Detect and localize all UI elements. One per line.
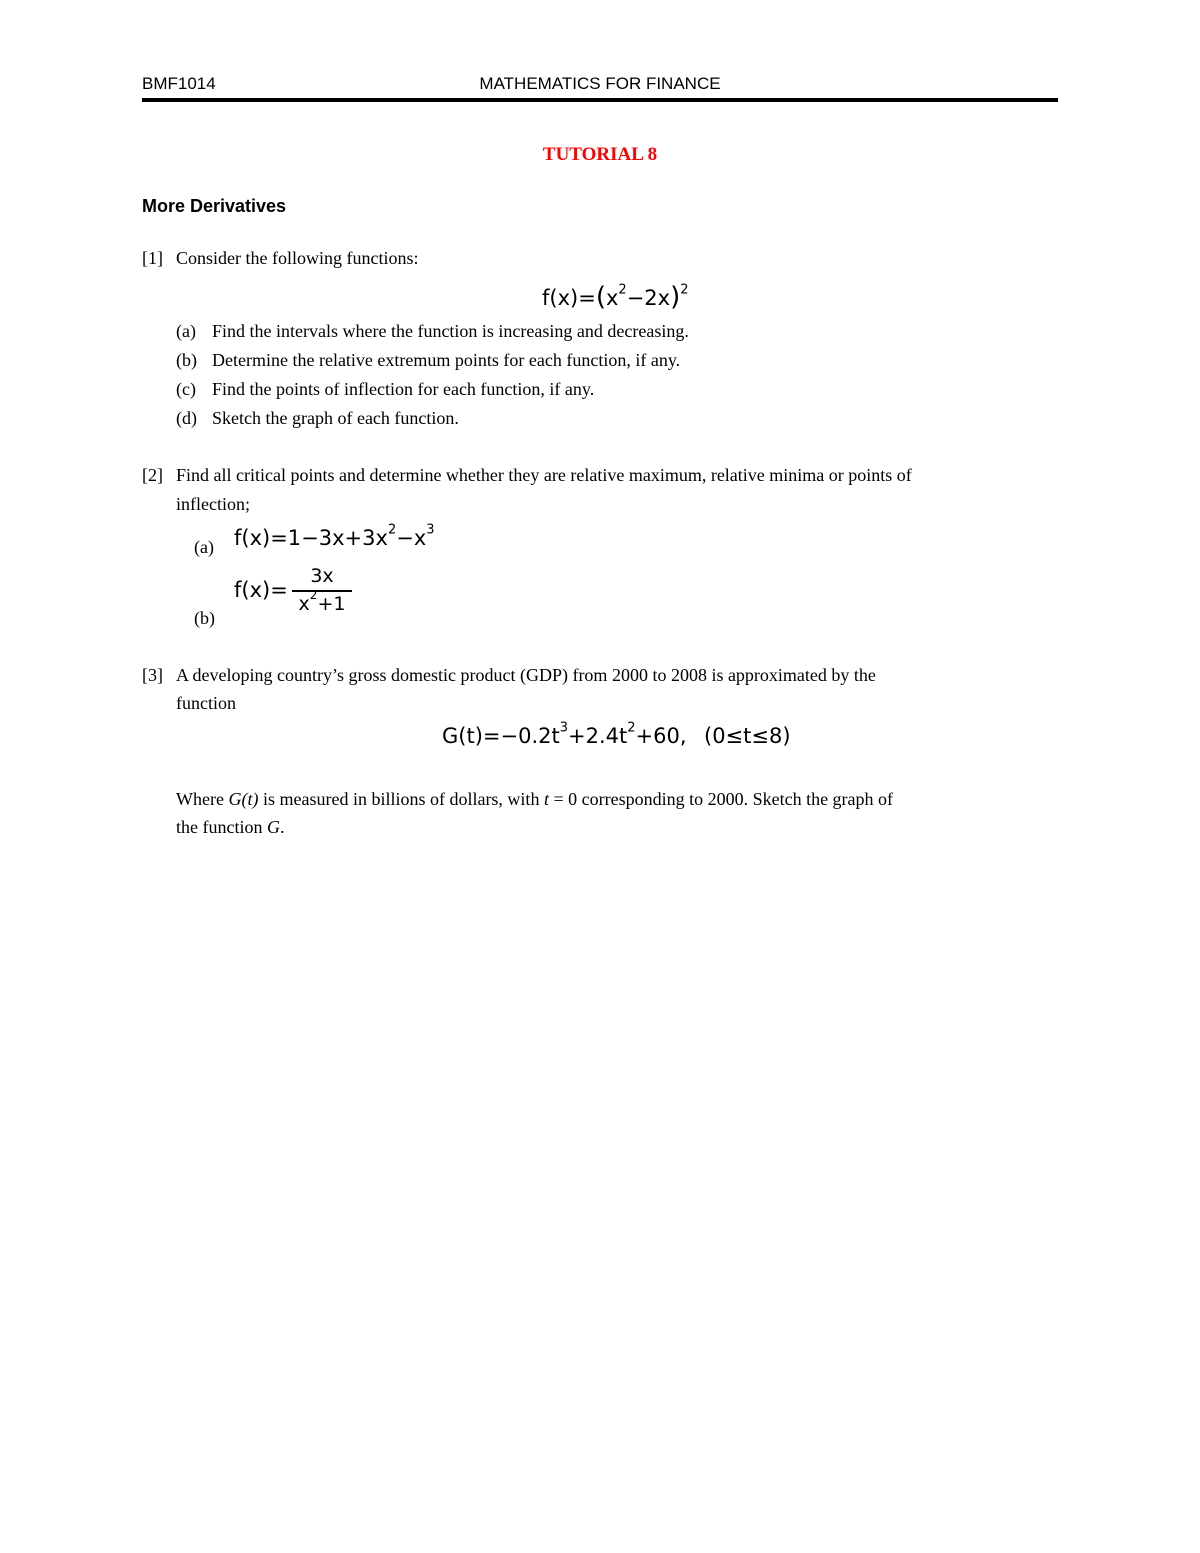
q1-formula-base: x bbox=[605, 286, 619, 310]
q3-final-f2: G bbox=[266, 817, 280, 837]
q2-part-b-den-exp: 2 bbox=[309, 588, 318, 603]
q1-intro: Consider the following functions: bbox=[176, 248, 419, 268]
q1-formula-lhs: f(x)= bbox=[542, 286, 596, 310]
q2-part-b-den-rest: +1 bbox=[317, 593, 346, 615]
q2-line1: Find all critical points and determine whether they are relative maximum, relative minima or points of bbox=[176, 465, 912, 485]
course-code: BMF1014 bbox=[142, 74, 216, 93]
q2-part-b-lhs: f(x)= bbox=[234, 578, 288, 602]
q2-part-b-numerator: 3x bbox=[310, 565, 334, 587]
q1-formula bbox=[542, 282, 689, 312]
q1-number: [1] bbox=[142, 248, 163, 268]
q3-line2: function bbox=[176, 693, 236, 713]
q3-formula bbox=[442, 720, 687, 748]
q1-part-a-text: Find the intervals where the function is increasing and decreasing. bbox=[212, 321, 689, 341]
course-title: MATHEMATICS FOR FINANCE bbox=[479, 74, 721, 93]
q1-part-d-label: (d) bbox=[176, 408, 197, 428]
q3-formula-exp1: 3 bbox=[559, 720, 568, 736]
q2-part-a-exp1: 2 bbox=[387, 522, 397, 538]
q2-part-b-denominator bbox=[292, 588, 352, 615]
q1-formula-open-paren: ( bbox=[595, 282, 606, 312]
q2-part-b-den-base: x bbox=[298, 593, 310, 615]
q2-line2: inflection; bbox=[176, 494, 250, 514]
q3-number: [3] bbox=[142, 665, 163, 685]
fraction-bar bbox=[292, 590, 352, 592]
q1-formula-exp1: 2 bbox=[618, 282, 627, 298]
q3-formula-domain: (0≤t≤8) bbox=[704, 724, 791, 748]
q1-part-d-text: Sketch the graph of each function. bbox=[212, 408, 459, 428]
q3-where-w3: is measured in billions of dollars, with bbox=[258, 789, 544, 809]
q2-part-b-label: (b) bbox=[194, 608, 215, 628]
q1-part-a-label: (a) bbox=[176, 321, 196, 341]
q3-final-f1: the function bbox=[176, 817, 267, 837]
q3-where-w4: t bbox=[543, 789, 549, 809]
q3-line1: A developing country’s gross domestic product (GDP) from 2000 to 2008 is approximated by the bbox=[176, 665, 876, 685]
q1-part-c-label: (c) bbox=[176, 379, 196, 399]
q3-formula-mid: +2.4t bbox=[568, 724, 628, 748]
q2-part-a-label: (a) bbox=[194, 537, 214, 557]
q3-where-line bbox=[176, 789, 893, 810]
q3-formula-pre: G(t)=−0.2t bbox=[442, 724, 560, 748]
q1-formula-exp2: 2 bbox=[680, 282, 689, 298]
q2-number: [2] bbox=[142, 465, 163, 485]
page-title: TUTORIAL 8 bbox=[542, 144, 658, 165]
q2-part-a-mid: −x bbox=[396, 526, 427, 550]
section-heading: More Derivatives bbox=[142, 196, 287, 216]
q2-part-b-fraction bbox=[292, 565, 352, 625]
q3-final-line bbox=[176, 817, 284, 838]
header-rule bbox=[142, 98, 1058, 102]
q1-part-b-text: Determine the relative extremum points for each function, if any. bbox=[212, 350, 681, 370]
q3-formula-exp2: 2 bbox=[627, 720, 636, 736]
q3-final-f3: . bbox=[279, 817, 285, 837]
q1-part-b-label: (b) bbox=[176, 350, 197, 370]
q2-part-a-formula bbox=[234, 522, 435, 550]
q3-formula-post: +60, bbox=[635, 724, 687, 748]
q1-formula-middle: −2x bbox=[626, 286, 671, 310]
q1-formula-close-paren: ) bbox=[670, 282, 681, 312]
q3-where-w5: = 0 corresponding to 2000. Sketch the graph of bbox=[548, 789, 894, 809]
q3-where-w1: Where bbox=[176, 789, 229, 809]
q1-part-c-text: Find the points of inflection for each function, if any. bbox=[212, 379, 595, 399]
q2-part-a-pre: f(x)=1−3x+3x bbox=[234, 526, 388, 550]
q2-part-a-exp2: 3 bbox=[426, 522, 435, 538]
q3-where-w2: G(t) bbox=[228, 789, 259, 809]
